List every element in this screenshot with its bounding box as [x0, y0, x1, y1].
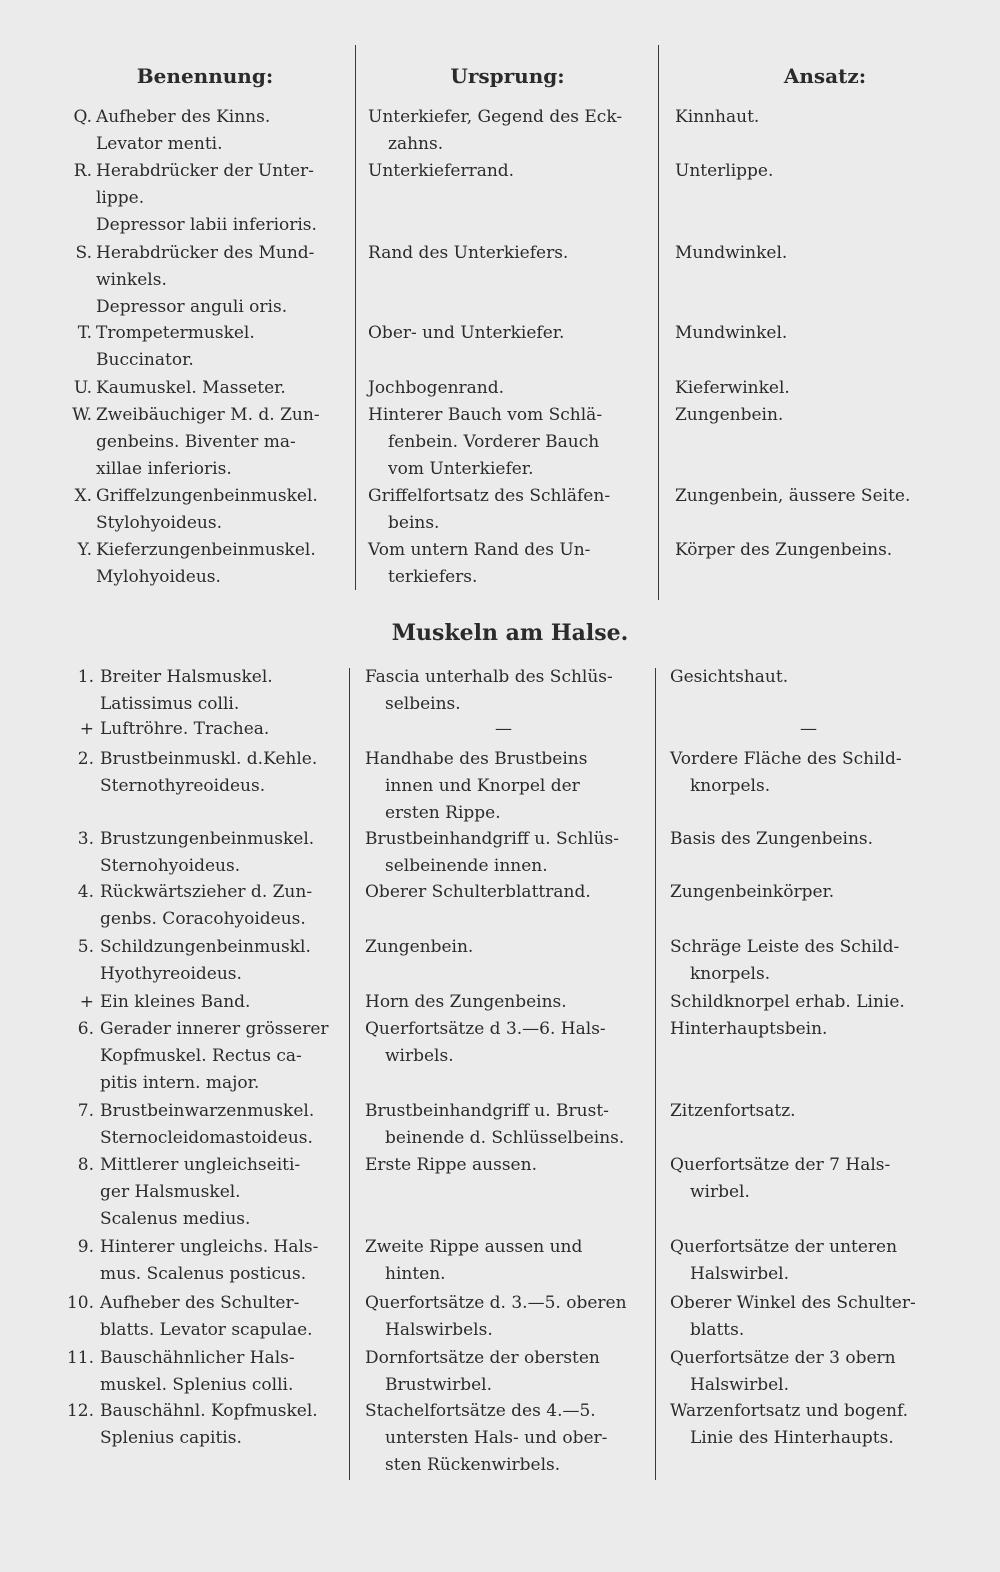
- muscle-name: Gerader innerer grösserer: [100, 1019, 329, 1039]
- muscle-insertion: Kinnhaut.: [675, 107, 760, 127]
- muscle-insertion: Mundwinkel.: [675, 243, 788, 263]
- muscle-name: Rückwärtszieher d. Zun-: [100, 882, 313, 902]
- muscle-insertion: knorpels.: [690, 776, 771, 796]
- row-label: R.: [73, 161, 92, 181]
- muscle-name: Kaumuskel. Masseter.: [96, 378, 286, 398]
- muscle-name: Sternothyreoideus.: [100, 776, 266, 796]
- muscle-origin: beinende d. Schlüsselbeins.: [385, 1128, 625, 1148]
- muscle-name: ger Halsmuskel.: [100, 1182, 241, 1202]
- muscle-origin: innen und Knorpel der: [385, 776, 580, 796]
- muscle-name: winkels.: [96, 270, 167, 290]
- muscle-origin: Horn des Zungenbeins.: [365, 992, 567, 1012]
- row-label: T.: [77, 323, 92, 343]
- muscle-name: pitis intern. major.: [100, 1073, 260, 1093]
- muscle-origin: Dornfortsätze der obersten: [365, 1348, 600, 1368]
- muscle-name: Bauschähnlicher Hals-: [100, 1348, 295, 1368]
- muscle-name: Brustzungenbeinmuskel.: [100, 829, 315, 849]
- muscle-name: Levator menti.: [96, 134, 223, 154]
- muscle-insertion: —: [800, 719, 817, 739]
- muscle-name: Schildzungenbeinmuskl.: [100, 937, 311, 957]
- muscle-origin: sten Rückenwirbels.: [385, 1455, 561, 1475]
- muscle-origin: vom Unterkiefer.: [388, 459, 534, 479]
- muscle-name: Kopfmuskel. Rectus ca-: [100, 1046, 302, 1066]
- muscle-insertion: Querfortsätze der 3 obern: [670, 1348, 896, 1368]
- row-label: +: [79, 719, 94, 739]
- muscle-origin: Hinterer Bauch vom Schlä-: [368, 405, 603, 425]
- muscle-name: lippe.: [96, 188, 145, 208]
- row-label: 3.: [77, 829, 94, 849]
- row-label: Y.: [77, 540, 92, 560]
- muscle-origin: Vom untern Rand des Un-: [368, 540, 591, 560]
- muscle-name: mus. Scalenus posticus.: [100, 1264, 307, 1284]
- row-label: 9.: [77, 1237, 94, 1257]
- muscle-insertion: Zitzenfortsatz.: [670, 1101, 796, 1121]
- muscle-name: Depressor anguli oris.: [96, 297, 288, 317]
- muscle-origin: Querfortsätze d 3.—6. Hals-: [365, 1019, 606, 1039]
- muscle-origin: Unterkiefer, Gegend des Eck-: [368, 107, 623, 127]
- muscle-insertion: Querfortsätze der 7 Hals-: [670, 1155, 891, 1175]
- muscle-insertion: Halswirbel.: [690, 1264, 790, 1284]
- muscle-name: Aufheber des Schulter-: [100, 1293, 300, 1313]
- muscle-origin: Jochbogenrand.: [368, 378, 505, 398]
- column-divider: [655, 668, 656, 1480]
- muscle-name: Herabdrücker der Unter-: [96, 161, 314, 181]
- muscle-insertion: Schildknorpel erhab. Linie.: [670, 992, 905, 1012]
- muscle-name: genbeins. Biventer ma-: [96, 432, 296, 452]
- muscle-name: Hyothyreoideus.: [100, 964, 242, 984]
- row-label: 11.: [66, 1348, 94, 1368]
- muscle-insertion: Zungenbeinkörper.: [670, 882, 835, 902]
- muscle-name: genbs. Coracohyoideus.: [100, 909, 306, 929]
- muscle-name: Trompetermuskel.: [96, 323, 255, 343]
- muscle-origin: Ober- und Unterkiefer.: [368, 323, 565, 343]
- muscle-name: Brustbeinwarzenmuskel.: [100, 1101, 315, 1121]
- muscle-origin: Brustwirbel.: [385, 1375, 493, 1395]
- muscle-insertion: Schräge Leiste des Schild-: [670, 937, 900, 957]
- muscle-insertion: Hinterhauptsbein.: [670, 1019, 828, 1039]
- muscle-name: Splenius capitis.: [100, 1428, 242, 1448]
- muscle-name: Kieferzungenbeinmuskel.: [96, 540, 316, 560]
- column-divider: [355, 45, 356, 590]
- muscle-insertion: Gesichtshaut.: [670, 667, 789, 687]
- muscle-insertion: Mundwinkel.: [675, 323, 788, 343]
- row-label: 8.: [77, 1155, 94, 1175]
- muscle-name: Aufheber des Kinns.: [96, 107, 271, 127]
- muscle-name: Ein kleines Band.: [100, 992, 251, 1012]
- row-label: 2.: [77, 749, 94, 769]
- muscle-origin: Zungenbein.: [365, 937, 474, 957]
- row-label: 12.: [66, 1401, 94, 1421]
- muscle-name: Sternohyoideus.: [100, 856, 241, 876]
- muscle-name: Depressor labii inferioris.: [96, 215, 317, 235]
- muscle-name: blatts. Levator scapulae.: [100, 1320, 313, 1340]
- muscle-insertion: wirbel.: [690, 1182, 750, 1202]
- muscle-origin: Fascia unterhalb des Schlüs-: [365, 667, 613, 687]
- muscle-name: Griffelzungenbeinmuskel.: [96, 486, 318, 506]
- row-label: U.: [73, 378, 92, 398]
- column-divider: [349, 668, 350, 1480]
- row-label: 4.: [77, 882, 94, 902]
- muscle-name: Scalenus medius.: [100, 1209, 251, 1229]
- muscle-origin: —: [495, 719, 512, 739]
- muscle-insertion: Linie des Hinterhaupts.: [690, 1428, 894, 1448]
- muscle-origin: ersten Rippe.: [385, 803, 501, 823]
- row-label: 5.: [77, 937, 94, 957]
- muscle-origin: Brustbeinhandgriff u. Brust-: [365, 1101, 609, 1121]
- muscle-name: muskel. Splenius colli.: [100, 1375, 294, 1395]
- muscle-origin: Griffelfortsatz des Schläfen-: [368, 486, 611, 506]
- muscle-origin: Handhabe des Brustbeins: [365, 749, 588, 769]
- muscle-insertion: Querfortsätze der unteren: [670, 1237, 898, 1257]
- muscle-origin: Zweite Rippe aussen und: [365, 1237, 583, 1257]
- muscle-insertion: Körper des Zungenbeins.: [675, 540, 893, 560]
- muscle-name: Mylohyoideus.: [96, 567, 221, 587]
- muscle-origin: beins.: [388, 513, 440, 533]
- muscle-insertion: Vordere Fläche des Schild-: [670, 749, 902, 769]
- muscle-name: Latissimus colli.: [100, 694, 240, 714]
- row-label: 10.: [66, 1293, 94, 1313]
- row-label: 1.: [77, 667, 94, 687]
- muscle-name: xillae inferioris.: [96, 459, 232, 479]
- row-label: Q.: [73, 107, 92, 127]
- row-label: S.: [75, 243, 92, 263]
- header-ansatz: Ansatz:: [783, 64, 867, 88]
- muscle-name: Luftröhre. Trachea.: [100, 719, 270, 739]
- muscle-insertion: Oberer Winkel des Schulter-: [670, 1293, 916, 1313]
- muscle-insertion: blatts.: [690, 1320, 745, 1340]
- muscle-name: Mittlerer ungleichseiti-: [100, 1155, 301, 1175]
- muscle-name: Herabdrücker des Mund-: [96, 243, 315, 263]
- row-label: +: [79, 992, 94, 1012]
- muscle-origin: hinten.: [385, 1264, 446, 1284]
- muscle-origin: Erste Rippe aussen.: [365, 1155, 537, 1175]
- muscle-origin: Rand des Unterkiefers.: [368, 243, 569, 263]
- muscle-name: Buccinator.: [96, 350, 194, 370]
- header-benennung: Benennung:: [136, 64, 274, 88]
- row-label: 6.: [77, 1019, 94, 1039]
- muscle-insertion: Zungenbein, äussere Seite.: [675, 486, 911, 506]
- header-ursprung: Ursprung:: [450, 64, 565, 88]
- muscle-origin: wirbels.: [385, 1046, 454, 1066]
- muscle-origin: Halswirbels.: [385, 1320, 493, 1340]
- row-label: W.: [72, 405, 92, 425]
- muscle-name: Zweibäuchiger M. d. Zun-: [96, 405, 320, 425]
- row-label: 7.: [77, 1101, 94, 1121]
- muscle-insertion: Unterlippe.: [675, 161, 774, 181]
- muscle-origin: Brustbeinhandgriff u. Schlüs-: [365, 829, 620, 849]
- muscle-origin: Oberer Schulterblattrand.: [365, 882, 591, 902]
- muscle-name: Stylohyoideus.: [96, 513, 222, 533]
- muscle-name: Bauschähnl. Kopfmuskel.: [100, 1401, 318, 1421]
- muscle-origin: selbeinende innen.: [385, 856, 548, 876]
- muscle-origin: Querfortsätze d. 3.—5. oberen: [365, 1293, 627, 1313]
- row-label: X.: [74, 486, 92, 506]
- muscle-name: Hinterer ungleichs. Hals-: [100, 1237, 319, 1257]
- muscle-origin: fenbein. Vorderer Bauch: [388, 432, 600, 452]
- muscle-origin: terkiefers.: [388, 567, 478, 587]
- muscle-origin: untersten Hals- und ober-: [385, 1428, 608, 1448]
- muscle-origin: zahns.: [388, 134, 444, 154]
- muscle-insertion: Kieferwinkel.: [675, 378, 790, 398]
- muscle-name: Sternocleidomastoideus.: [100, 1128, 313, 1148]
- muscle-origin: Unterkieferrand.: [368, 161, 515, 181]
- column-divider: [658, 45, 659, 600]
- muscle-insertion: Basis des Zungenbeins.: [670, 829, 874, 849]
- section-heading: Muskeln am Halse.: [391, 620, 629, 646]
- muscle-insertion: Zungenbein.: [675, 405, 784, 425]
- muscle-origin: Stachelfortsätze des 4.—5.: [365, 1401, 596, 1421]
- muscle-name: Brustbeinmuskl. d.Kehle.: [100, 749, 318, 769]
- muscle-insertion: Warzenfortsatz und bogenf.: [670, 1401, 909, 1421]
- muscle-insertion: Halswirbel.: [690, 1375, 790, 1395]
- muscle-name: Breiter Halsmuskel.: [100, 667, 273, 687]
- muscle-origin: selbeins.: [385, 694, 461, 714]
- muscle-insertion: knorpels.: [690, 964, 771, 984]
